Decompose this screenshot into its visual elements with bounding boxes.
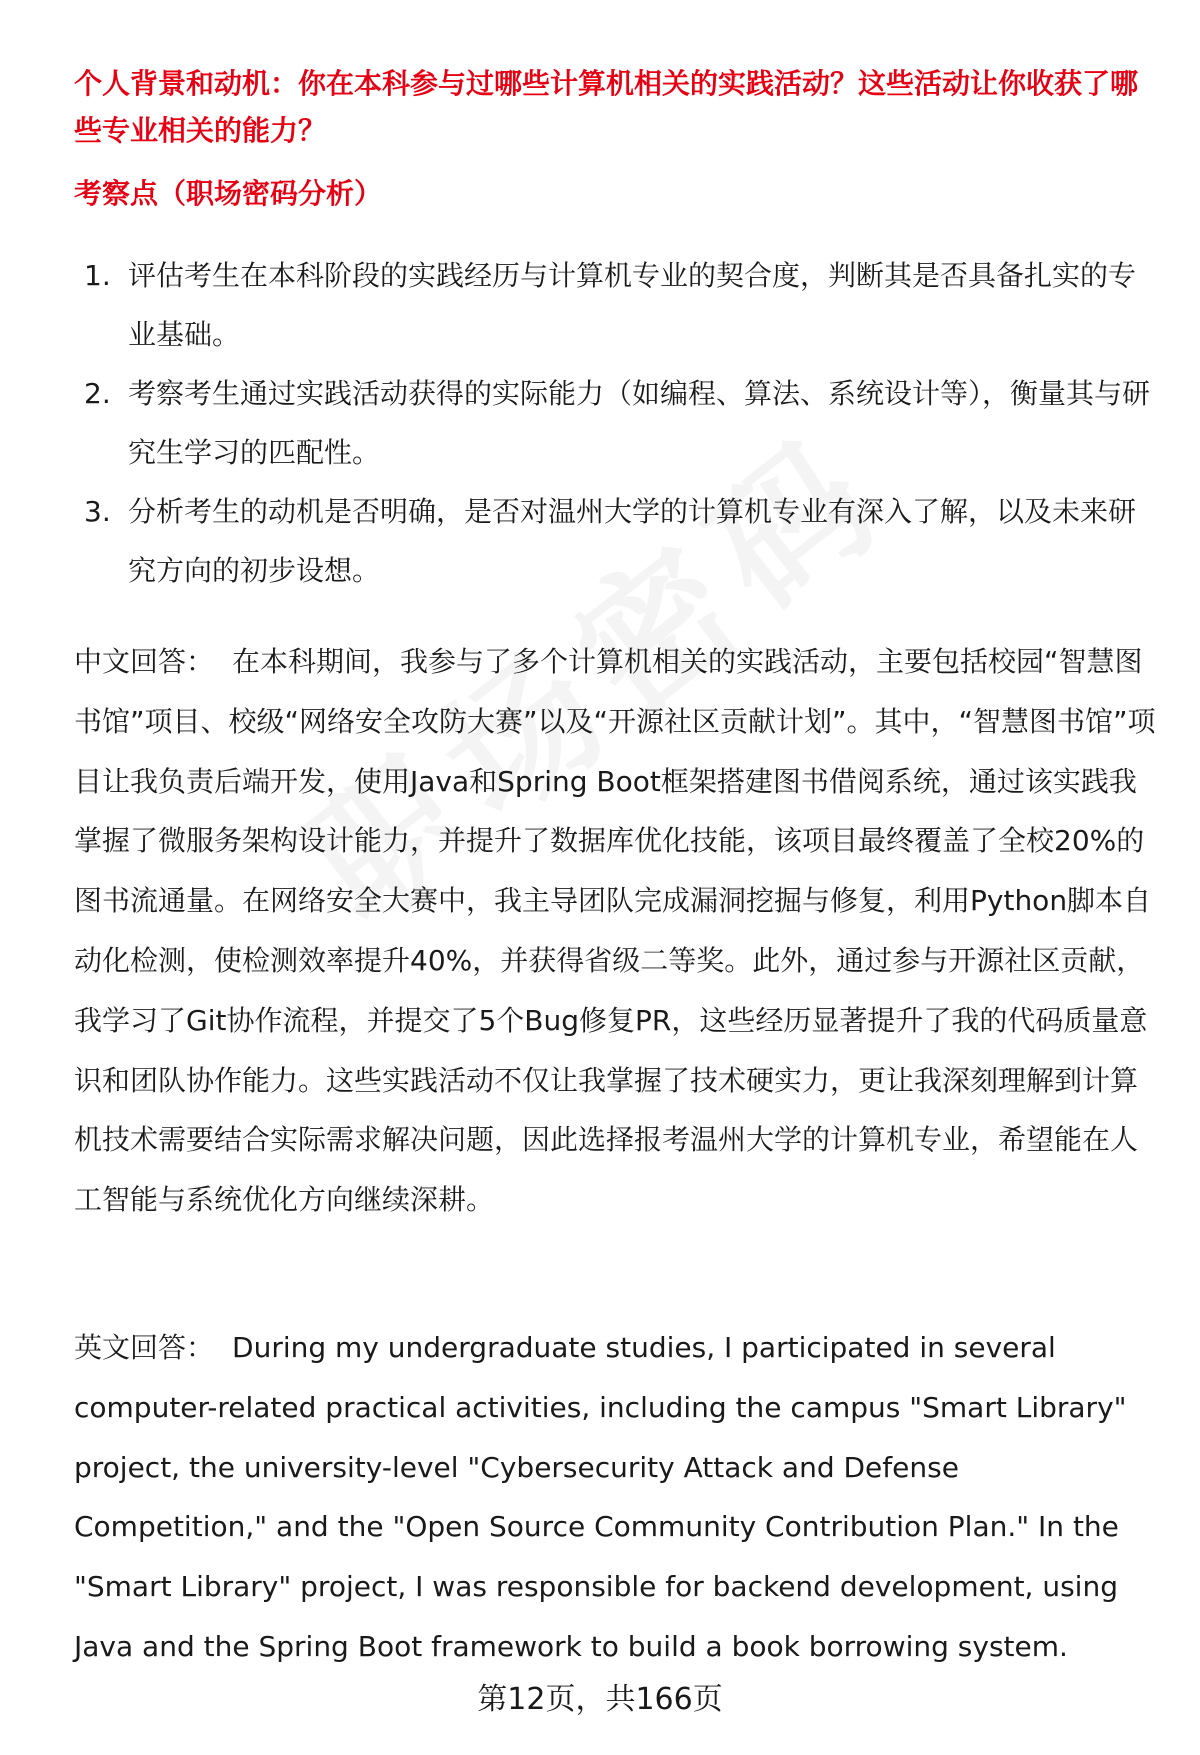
list-item-text: 考察考生通过实践活动获得的实际能力（如编程、算法、系统设计等），衡量其与研究生学习的匹配性。 [128, 377, 1151, 469]
list-item [84, 246, 1154, 364]
list-item-number: 3. [84, 495, 111, 528]
list-item [84, 482, 1154, 600]
english-answer [74, 1318, 1154, 1677]
chinese-answer-text: 在本科期间，我参与了多个计算机相关的实践活动，主要包括校园“智慧图书馆”项目、校级“网络安全攻防大赛”以及“开源社区贡献计划”。其中，“智慧图书馆”项目让我负责后端开发，使用Java和Spring Boot框架搭建图书借阅系统，通过该实践我掌握了微服务架构设计能力，并提升了数据库优化技能，该项目最终覆盖了全校20%的图书流通量。在网络安全大赛中，我主导团队完成漏洞挖掘与修复，利用Python脚本自动化检测，使检测效率提升40%，并获得省级二等奖。此外，通过参与开源社区贡献，我学习了Git协作流程，并提交了5个Bug修复PR，这些经历显著提升了我的代码质量意识和团队协作能力。这些实践活动不仅让我掌握了技术硬实力，更让我深刻理解到计算机技术需要结合实际需求解决问题，因此选择报考温州大学的计算机专业，希望能在人工智能与系统优化方向继续深耕。 [74, 645, 1156, 1217]
page-number: 第12页，共166页 [477, 1682, 723, 1717]
list-item-text: 评估考生在本科阶段的实践经历与计算机专业的契合度，判断其是否具备扎实的专业基础。 [128, 259, 1137, 351]
focus-points-list [84, 246, 1154, 600]
chinese-answer-label: 中文回答： [74, 645, 215, 678]
focus-heading: 考察点（职场密码分析） [74, 177, 383, 210]
list-item-number: 2. [84, 377, 111, 410]
english-answer-text: During my undergraduate studies, I participated in several computer-related practical activities, including the campus "Smart Library" project, the university-level "Cybersecurity Attack and Defense Competition," and the "Open Source Community Contribution Plan." In the "Smart Library" project, I was responsible for backend development, using Java and the Spring Boot framework to build a book borrowing system. [74, 1331, 1127, 1663]
list-item-number: 1. [84, 259, 111, 292]
english-answer-label: 英文回答： [74, 1331, 215, 1364]
list-item [84, 364, 1154, 482]
list-item-text: 分析考生的动机是否明确，是否对温州大学的计算机专业有深入了解，以及未来研究方向的初步设想。 [128, 495, 1137, 587]
question-heading: 个人背景和动机：你在本科参与过哪些计算机相关的实践活动？这些活动让你收获了哪些专业相关的能力？ [74, 67, 1139, 147]
chinese-answer [74, 632, 1164, 1230]
